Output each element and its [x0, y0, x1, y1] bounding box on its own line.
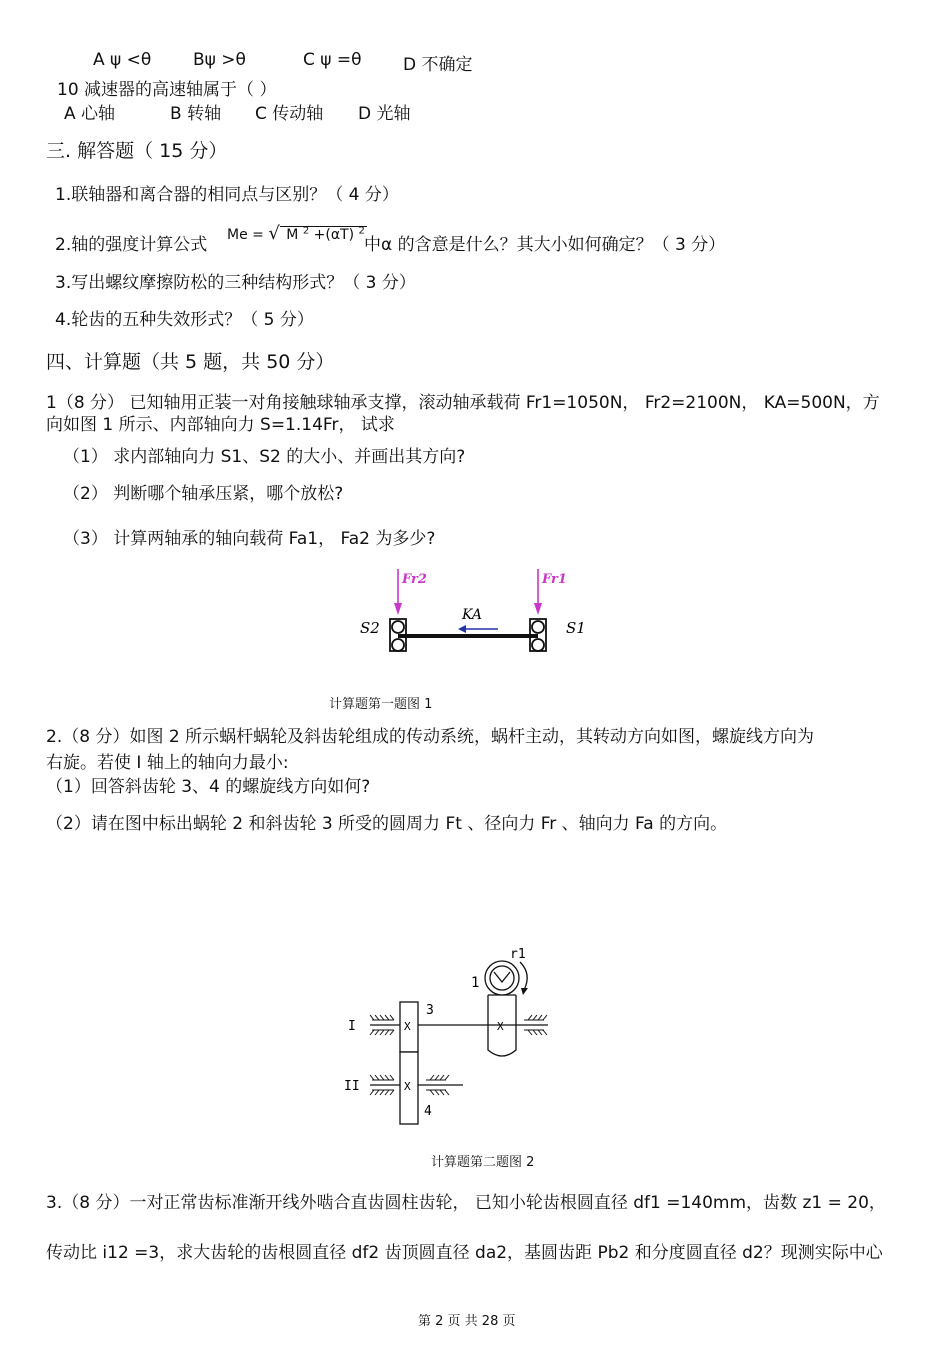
q10-option-c: C 传动轴 [255, 104, 324, 124]
formula-plus: +(αT) [313, 227, 355, 243]
s1-label: S1 [566, 619, 586, 637]
q10-stem: 10 减速器的高速轴属于（ ） [57, 80, 277, 100]
p2-line2: 右旋。若使 I 轴上的轴向力最小: [46, 753, 289, 773]
p1-sub2: （2） 判断哪个轴承压紧，哪个放松? [63, 484, 344, 504]
formula-exp2: 2 [358, 225, 365, 237]
p1-sub1: （1） 求内部轴向力 S1、S2 的大小、并画出其方向? [63, 447, 466, 467]
rotation-arrow [520, 962, 527, 990]
p1-line2: 向如图 1 所示、内部轴向力 S=1.14Fr， 试求 [46, 415, 395, 435]
p2-line1: 2.（8 分）如图 2 所示蜗杆蜗轮及斜齿轮组成的传动系统，蜗杆主动，其转动方向如图，螺旋线方向为 [46, 727, 815, 747]
q9-option-d: D 不确定 [403, 55, 473, 75]
bearing-supports [370, 1015, 547, 1095]
formula-exp1: 2 [302, 225, 310, 237]
section3-q2-pre: 2.轴的强度计算公式 [55, 235, 208, 255]
fr2-arrow [394, 569, 402, 615]
p1-line1: 1（8 分） 已知轴用正装一对角接触球轴承支撑，滚动轴承载荷 Fr1=1050N， Fr2=2100N， KA=500N，方 [46, 393, 880, 413]
gear-3-x-mark: X [404, 1020, 411, 1033]
fr2-label: Fr2 [402, 572, 427, 587]
section3-q2-post: 中α 的含意是什么？其大小如何确定？（ 3 分） [364, 235, 726, 255]
q10-option-d: D 光轴 [358, 104, 411, 124]
page-footer: 第 2 页 共 28 页 [418, 1314, 516, 1329]
fr1-arrow [534, 569, 542, 615]
q9-option-a: A ψ <θ [93, 50, 152, 70]
figure-2-caption: 计算题第二题图 2 [431, 1155, 535, 1170]
figure-1-diagram [350, 563, 600, 663]
section3-q4: 4.轮齿的五种失效形式？（ 5 分） [55, 310, 314, 330]
section3-title: 三. 解答题（ 15 分） [46, 140, 228, 162]
shaft-i-label: I [348, 1019, 356, 1034]
gear-4-label: 4 [424, 1104, 432, 1119]
worm-number-label: 1 [471, 975, 480, 991]
gear-3-label: 3 [426, 1003, 434, 1018]
figure-2-diagram [338, 940, 568, 1130]
ka-arrow [458, 625, 498, 633]
fr1-label: Fr1 [542, 572, 567, 587]
formula-m: M [286, 227, 299, 243]
ka-label: KA [462, 607, 483, 623]
p2-sub1: （1）回答斜齿轮 3、4 的螺旋线方向如何? [46, 777, 371, 797]
strength-formula [227, 223, 367, 244]
shaft-ii-label: II [344, 1079, 360, 1094]
q10-option-b: B 转轴 [170, 104, 222, 124]
q9-option-c: C ψ =θ [303, 50, 362, 70]
section4-title: 四、计算题（共 5 题，共 50 分） [46, 351, 335, 373]
s2-label: S2 [360, 619, 380, 637]
formula-lhs: Me = [227, 227, 264, 243]
p1-sub3: （3） 计算两轴承的轴向载荷 Fa1， Fa2 为多少? [63, 529, 436, 549]
p2-sub2: （2）请在图中标出蜗轮 2 和斜齿轮 3 所受的圆周力 Ft 、径向力 Fr 、轴向力 Fa 的方向。 [46, 814, 728, 834]
section3-q1: 1.联轴器和离合器的相同点与区别？（ 4 分） [55, 185, 399, 205]
gear-4-x-mark: X [404, 1080, 411, 1093]
q9-option-b: Bψ >θ [193, 50, 246, 70]
p3-line1: 3.（8 分）一对正常齿标准渐开线外啮合直齿圆柱齿轮， 已知小轮齿根圆直径 df1 =140mm，齿数 z1 = 20， [46, 1193, 886, 1213]
p3-line2: 传动比 i12 =3，求大齿轮的齿根圆直径 df2 齿顶圆直径 da2，基圆齿距 Pb2 和分度圆直径 d2？现测实际中心 [46, 1243, 883, 1263]
worm [485, 961, 519, 995]
figure-1-caption: 计算题第一题图 1 [329, 697, 433, 712]
q10-option-a: A 心轴 [64, 104, 116, 124]
section3-q3: 3.写出螺纹摩擦防松的三种结构形式？（ 3 分） [55, 273, 416, 293]
r1-label: r1 [510, 947, 526, 962]
worm-wheel-x-mark: X [497, 1020, 504, 1033]
sqrt-icon: √ [268, 223, 280, 244]
